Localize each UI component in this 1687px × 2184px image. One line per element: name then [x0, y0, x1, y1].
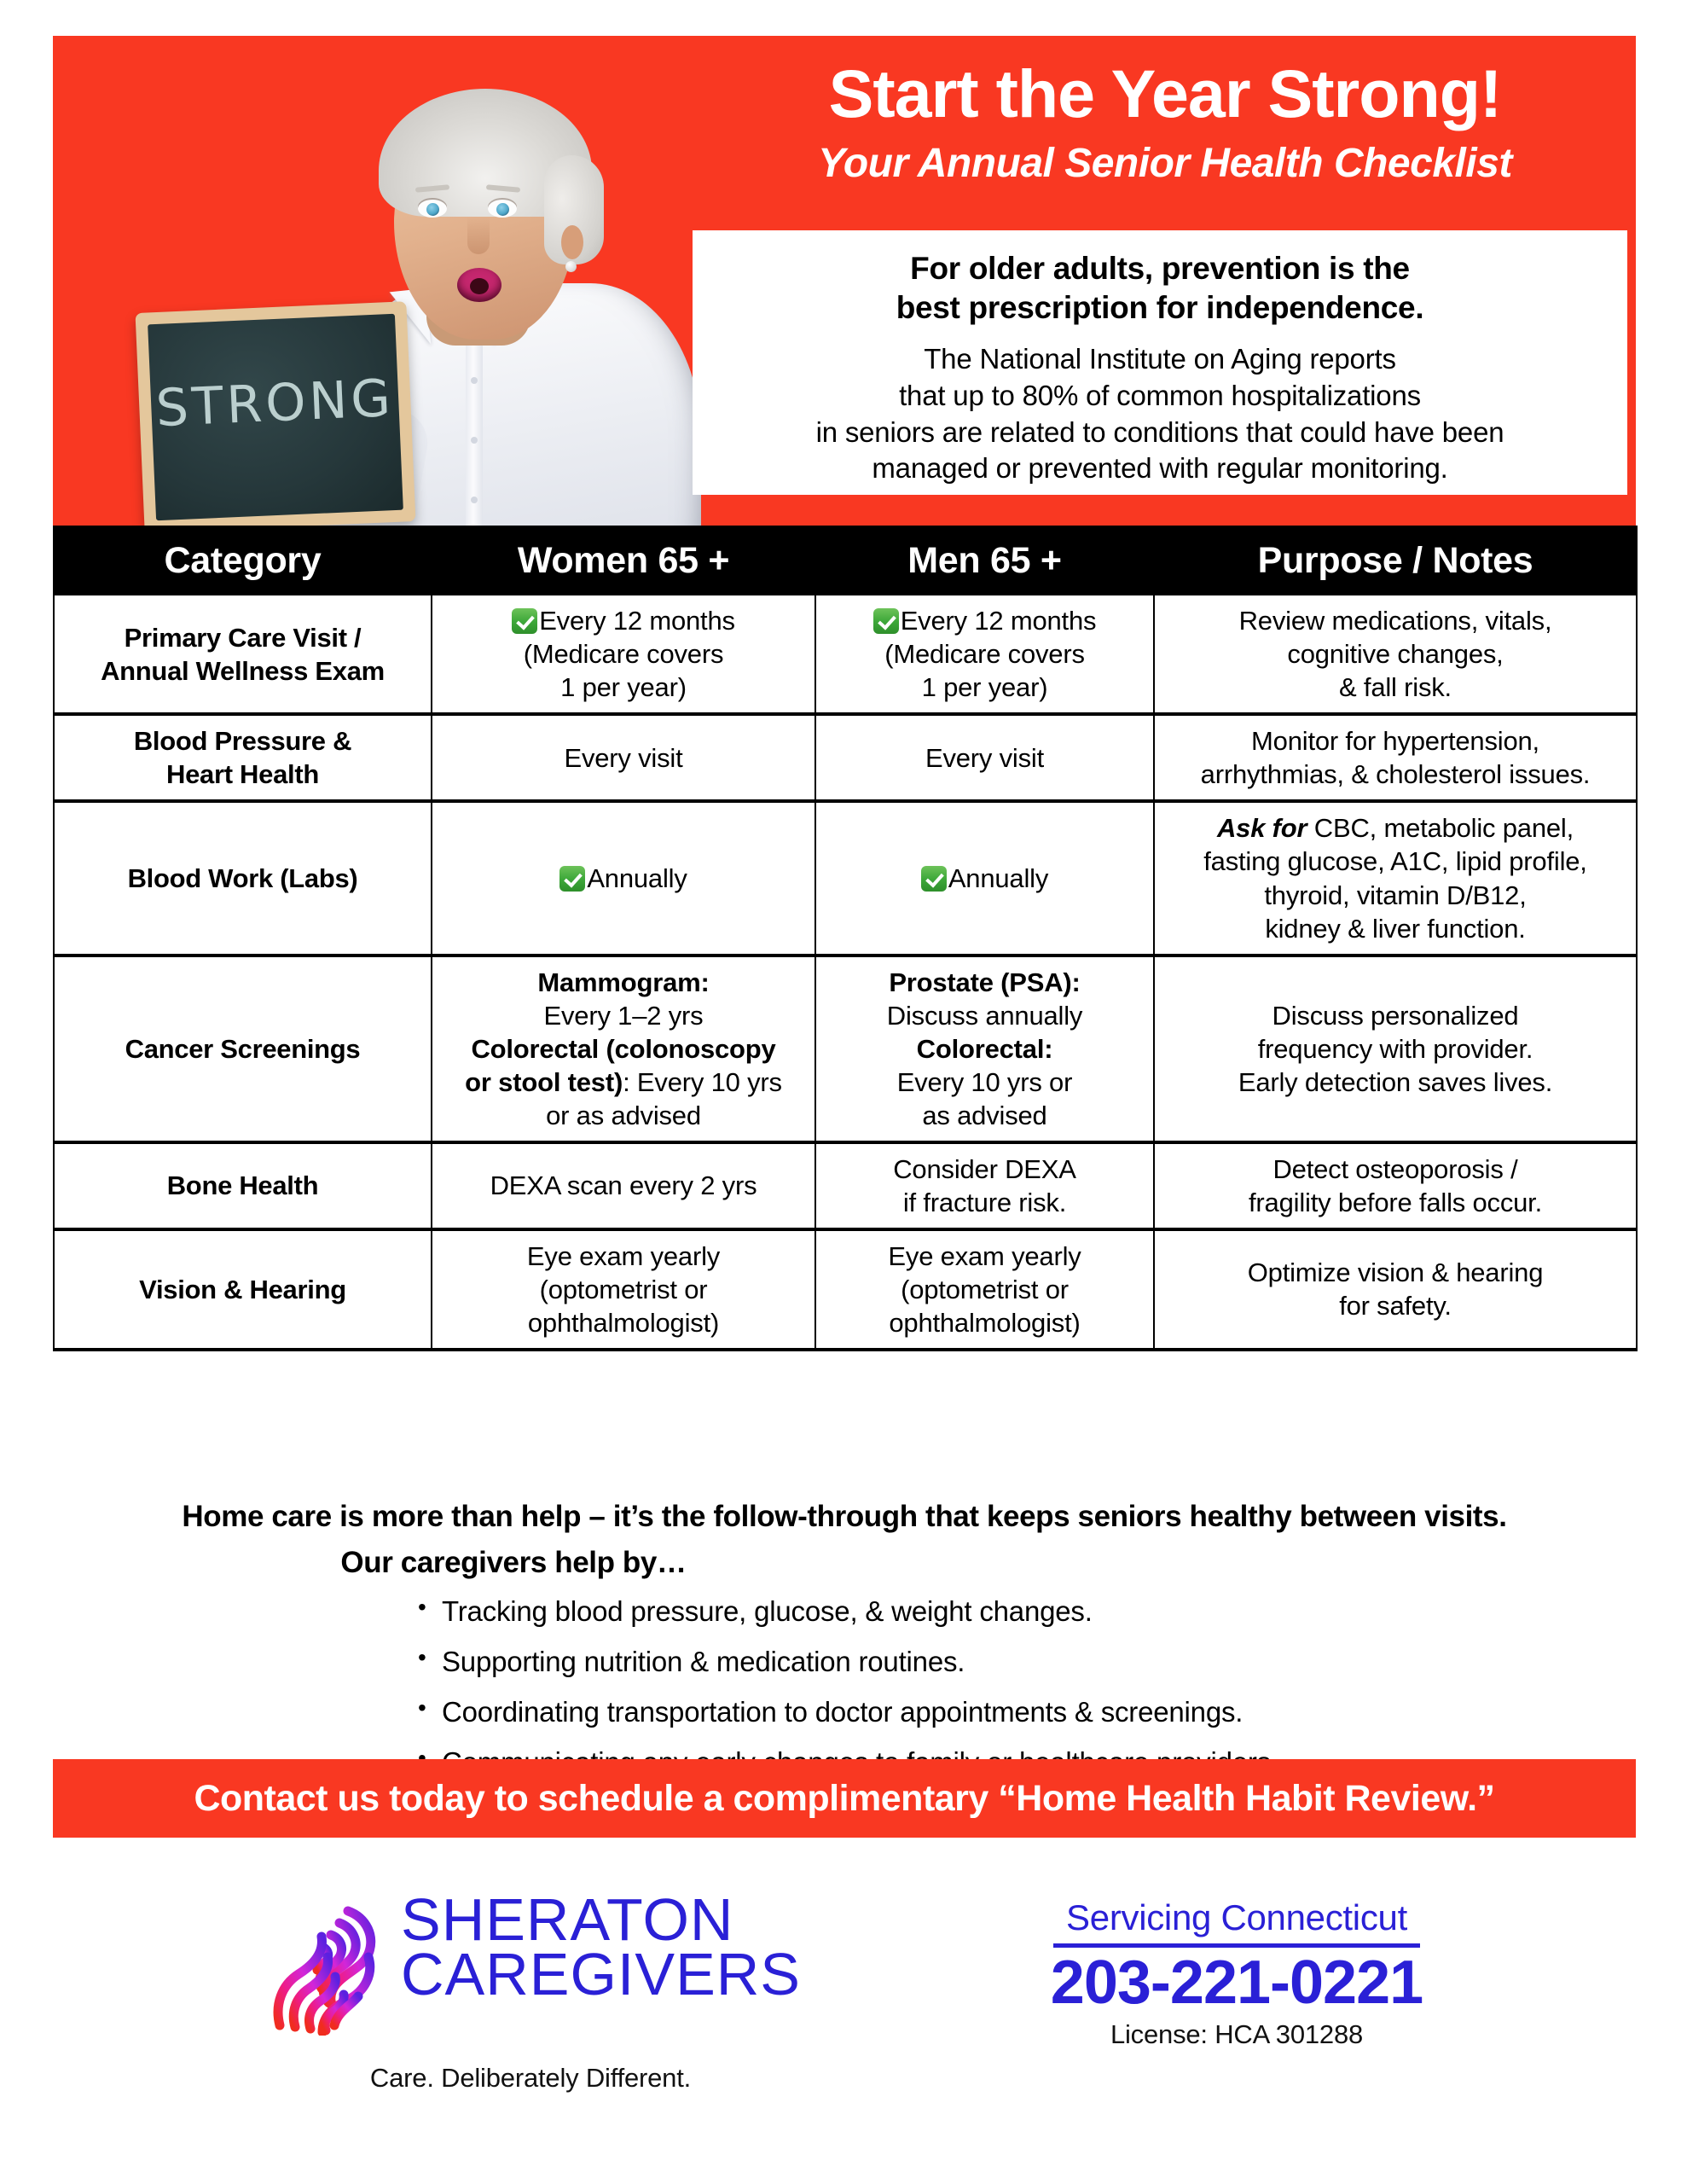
women-line: Colorectal (colonoscopy [471, 1033, 776, 1064]
men-line: Consider DEXA [893, 1153, 1076, 1184]
cell-men [815, 1142, 1154, 1229]
photo-iris-left [426, 203, 439, 216]
category-line: Cancer Screenings [125, 1033, 361, 1064]
women-line: (Medicare covers [523, 639, 724, 670]
cell-women [432, 956, 815, 1142]
logo-wordmark [401, 1886, 801, 2008]
col-header-women: Women 65 + [432, 526, 815, 595]
men-line: Every 10 yrs or [896, 1066, 1073, 1097]
cta-banner[interactable] [53, 1759, 1636, 1838]
notes-line: Ask for CBC, metabolic panel, [1216, 813, 1574, 844]
photo-shirt-button [471, 377, 478, 384]
women-line: DEXA scan every 2 yrs [490, 1170, 757, 1201]
logo-tagline: Care. Deliberately Different. [369, 2063, 692, 2093]
footer [0, 1873, 1687, 2155]
check-icon [512, 608, 537, 634]
contact-block [964, 1897, 1510, 2050]
notes-line: for safety. [1339, 1291, 1452, 1321]
cell-category [54, 956, 432, 1142]
logo-line-1: SHERATON [401, 1886, 734, 1953]
cell-category [54, 801, 432, 955]
table-row [54, 595, 1637, 714]
men-line: Every 12 months [825, 604, 1145, 637]
women-line: 1 per year) [560, 672, 687, 703]
phone-number[interactable]: 203-221-0221 [1050, 1949, 1423, 2017]
notes-line: & fall risk. [1339, 672, 1452, 703]
col-header-category: Category [54, 526, 432, 595]
license-number: License: HCA 301288 [1110, 2018, 1364, 2049]
notes-line: frequency with provider. [1257, 1033, 1533, 1064]
hero-subtitle: Your Annual Senior Health Checklist [818, 141, 1512, 186]
table-row [54, 1229, 1637, 1350]
cell-notes [1154, 1142, 1637, 1229]
cell-notes [1154, 1229, 1637, 1350]
check-icon [921, 866, 947, 892]
cell-women [432, 1142, 815, 1229]
homecare-headline: Home care is more than help – it’s the follow-through that keeps seniors healthy between visits. [182, 1500, 1507, 1533]
cell-women [432, 1229, 815, 1350]
women-line: Every 12 months [441, 604, 806, 637]
men-line: if fracture risk. [902, 1187, 1067, 1217]
intro-body [713, 341, 1607, 488]
col-header-men: Men 65 + [815, 526, 1154, 595]
women-line: (optometrist or [539, 1274, 708, 1304]
notes-line: Detect osteoporosis / [1272, 1153, 1518, 1184]
table-row [54, 714, 1637, 801]
list-item: • Coordinating transportation to doctor appointments & screenings. [418, 1698, 1441, 1726]
category-line: Annual Wellness Exam [101, 655, 385, 686]
notes-line: fragility before falls occur. [1249, 1187, 1542, 1217]
women-line: ophthalmologist) [527, 1308, 720, 1339]
cell-men [815, 1229, 1154, 1350]
women-line: Annually [441, 862, 806, 895]
cell-men [815, 956, 1154, 1142]
cell-women [432, 595, 815, 714]
cta-text: Contact us today to schedule a complimentary “Home Health Habit Review.” [194, 1777, 1495, 1819]
men-line: Every visit [925, 742, 1045, 773]
intro-body-line-4: managed or prevented with regular monitoring. [872, 452, 1448, 485]
category-line: Bone Health [166, 1170, 319, 1201]
cell-category [54, 1142, 432, 1229]
cell-notes [1154, 714, 1637, 801]
men-line: Eye exam yearly [888, 1240, 1081, 1271]
table-row [54, 956, 1637, 1142]
cell-notes [1154, 801, 1637, 955]
notes-line: Early detection saves lives. [1238, 1066, 1553, 1097]
senior-woman-photo [53, 36, 735, 531]
chalkboard [136, 301, 416, 531]
cell-notes [1154, 595, 1637, 714]
photo-nose [467, 217, 490, 254]
men-line: ophthalmologist) [889, 1308, 1081, 1339]
photo-iris-right [496, 203, 509, 216]
photo-mouth-inner [470, 278, 489, 294]
notes-line: Review medications, vitals, [1238, 606, 1552, 636]
men-line: Prostate (PSA): [889, 967, 1081, 997]
notes-line: Optimize vision & hearing [1247, 1258, 1544, 1288]
men-line: Discuss annually [886, 1000, 1083, 1031]
company-logo [266, 1886, 863, 2131]
chalkboard-text: STRONG [154, 368, 396, 439]
notes-line: kidney & liver function. [1265, 913, 1526, 944]
cell-men [815, 714, 1154, 801]
men-line: Annually [825, 862, 1145, 895]
photo-earring [565, 261, 577, 272]
notes-line: cognitive changes, [1287, 639, 1504, 670]
check-icon [559, 866, 585, 892]
table-header-row [54, 526, 1637, 595]
cell-men [815, 595, 1154, 714]
health-checklist-table [53, 526, 1638, 1351]
notes-line: Discuss personalized [1272, 1000, 1519, 1031]
cell-category [54, 595, 432, 714]
cell-category [54, 1229, 432, 1350]
photo-ear [561, 225, 583, 259]
category-line: Blood Pressure & [133, 726, 352, 757]
table-row [54, 1142, 1637, 1229]
intro-body-line-2: that up to 80% of common hospitalizations [899, 379, 1421, 411]
cell-category [54, 714, 432, 801]
contact-divider [1053, 1943, 1420, 1948]
category-line: Blood Work (Labs) [127, 863, 358, 893]
photo-shirt-button [471, 497, 478, 503]
category-line: Heart Health [165, 759, 319, 790]
list-item: • Tracking blood pressure, glucose, & weight changes. [418, 1597, 1441, 1625]
cell-notes [1154, 956, 1637, 1142]
homecare-subhead: Our caregivers help by… [340, 1546, 687, 1579]
notes-line: arrhythmias, & cholesterol issues. [1200, 759, 1591, 790]
notes-line: Monitor for hypertension, [1251, 726, 1539, 757]
table-row [54, 801, 1637, 955]
col-header-purpose: Purpose / Notes [1154, 526, 1637, 595]
notes-line: fasting glucose, A1C, lipid profile, [1203, 846, 1587, 877]
photo-shirt-button [471, 437, 478, 444]
notes-emphasis: Ask for [1216, 813, 1307, 844]
cell-women [432, 801, 815, 955]
hero-title: Start the Year Strong! [828, 55, 1502, 131]
logo-line-2: CAREGIVERS [401, 1941, 801, 2008]
list-item: • Supporting nutrition & medication routines. [418, 1647, 1441, 1676]
intro-body-line-1: The National Institute on Aging reports [924, 342, 1396, 375]
intro-body-line-3: in seniors are related to conditions that could have been [815, 415, 1504, 448]
men-line: as advised [922, 1100, 1047, 1130]
servicing-area: Servicing Connecticut [1066, 1897, 1407, 1937]
notes-line: thyroid, vitamin D/B12, [1264, 880, 1527, 910]
women-line: Mammogram: [537, 967, 710, 997]
intro-card [693, 230, 1627, 495]
category-line: Primary Care Visit / [124, 622, 362, 653]
intro-lead-line-2: best prescription for independence. [896, 289, 1424, 325]
women-line: Every 1–2 yrs [543, 1000, 704, 1031]
women-line: or stool test): Every 10 yrs [465, 1066, 782, 1097]
men-line: 1 per year) [921, 672, 1048, 703]
category-line: Vision & Hearing [139, 1274, 346, 1304]
intro-lead [727, 249, 1593, 328]
men-line: (optometrist or [901, 1274, 1069, 1304]
fingerprint-icon [266, 1897, 392, 2036]
women-line: Every visit [564, 742, 683, 773]
men-line: (Medicare covers [884, 639, 1085, 670]
cell-women [432, 714, 815, 801]
check-icon [873, 608, 899, 634]
women-line: or as advised [546, 1100, 701, 1130]
cell-men [815, 801, 1154, 955]
men-line: Colorectal: [916, 1033, 1053, 1064]
intro-lead-line-1: For older adults, prevention is the [910, 251, 1410, 286]
women-line: Eye exam yearly [526, 1240, 721, 1271]
